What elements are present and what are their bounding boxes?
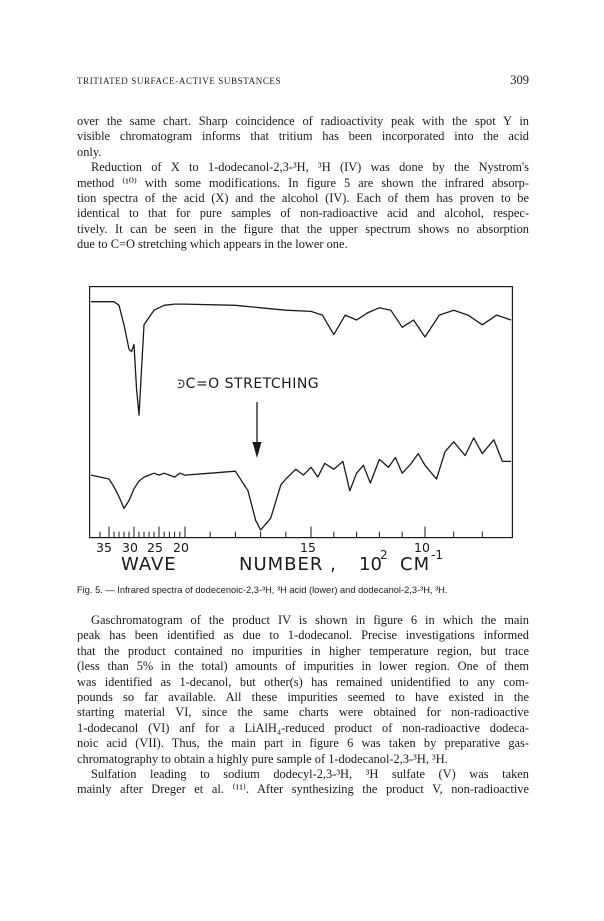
stretching-arrow-head <box>253 442 262 458</box>
text-line: identical to that for pure samples of non-radioactive acid and alcohol, respec- <box>77 206 529 221</box>
chart-frame <box>90 287 513 538</box>
tick-label: 15 <box>300 540 316 555</box>
x-axis-unit-cm: CM <box>400 554 431 575</box>
text-line: due to C=O stretching which appears in the lower one. <box>77 237 348 252</box>
text-line: mainly after Dreger et al. ⁽¹¹⁾. After synthesizing the product V, non-radioactive <box>77 782 529 797</box>
tick-label: 25 <box>147 540 163 555</box>
text-line: pounds so far available. All these impurities seemed to have existed in the <box>77 690 529 705</box>
tick-label: 20 <box>173 540 189 555</box>
text-line: peak has been identified as due to 1-dodecanol. Precise investigations informed <box>77 628 529 643</box>
text-line: starting material VI, since the same charts were obtained for non-radioactive <box>77 705 529 720</box>
running-title: TRITIATED SURFACE-ACTIVE SUBSTANCES <box>77 76 282 86</box>
stretching-annotation: ⪾C=O STRETCHING <box>177 376 320 392</box>
text-line: was identified as 1-decanol, but other(s) has remained unidentified to any com- <box>77 674 529 689</box>
text-line: Reduction of X to 1-dodecanol-2,3-³H, ³H (IV) was done by the Nystrom's <box>91 160 529 175</box>
text-line: noic acid (VII). Thus, the main part in figure 6 was taken by preparative gas- <box>77 736 529 751</box>
x-axis-unit-base: 10 <box>359 554 382 575</box>
running-header <box>77 73 529 92</box>
paragraph-top <box>77 114 529 253</box>
text-line: tion spectra of the acid (X) and the alcohol (IV). Each of them has proven to be <box>77 191 529 206</box>
page-number: 309 <box>510 73 529 87</box>
text-line: over the same chart. Sharp coincidence of radioactivity peak with the spot Y in <box>77 114 529 128</box>
text-line: chromatography to obtain a highly pure sample of 1-dodecanol-2,3-³H, ³H. <box>77 751 448 766</box>
text-line: visible chromatogram informs that tritium has been incorporated into the acid <box>77 129 529 144</box>
text-line: tively. It can be seen in the figure that the upper spectrum shows no absorption <box>77 221 529 236</box>
x-axis-unit-cm-exponent: -1 <box>431 548 443 562</box>
tick-label: 10 <box>414 540 430 555</box>
x-axis-unit-exponent: 2 <box>380 548 388 562</box>
text-line: Sulfation leading to sodium dodecyl-2,3-³H, ³H sulfate (V) was taken <box>91 767 529 782</box>
lower-spectrum-line <box>91 438 511 530</box>
text-line: that the product contained no impurities in higher temperature region, but trace <box>77 643 529 658</box>
ir-spectra-figure <box>89 286 513 576</box>
text-line: method ⁽¹⁰⁾ with some modifications. In figure 5 are shown the infrared absorp- <box>77 175 529 190</box>
text-line: Gaschromatogram of the product IV is shown in figure 6 in which the main <box>91 613 529 627</box>
figure-caption: Fig. 5. — Infrared spectra of dodecenoic-2,3-³H, ³H acid (lower) and dodecanol-2,3-³H, ³H. <box>77 585 448 595</box>
tick-marks <box>100 527 482 538</box>
paragraph-bottom <box>77 613 529 798</box>
x-axis-label-number: NUMBER , <box>239 554 337 575</box>
x-axis-label-wave: WAVE <box>121 554 177 575</box>
ir-spectra-chart <box>89 286 513 576</box>
upper-spectrum-line <box>91 302 511 415</box>
tick-label: 35 <box>96 540 112 555</box>
text-line: (less than 5% in the total) amounts of impurities in lower region. One of them <box>77 659 529 674</box>
tick-label: 30 <box>122 540 138 555</box>
text-line: only. <box>77 144 102 159</box>
text-line: 1-dodecanol (VI) anf for a LiAlH₄-reduced product of non-radioactive dodeca- <box>77 720 529 735</box>
